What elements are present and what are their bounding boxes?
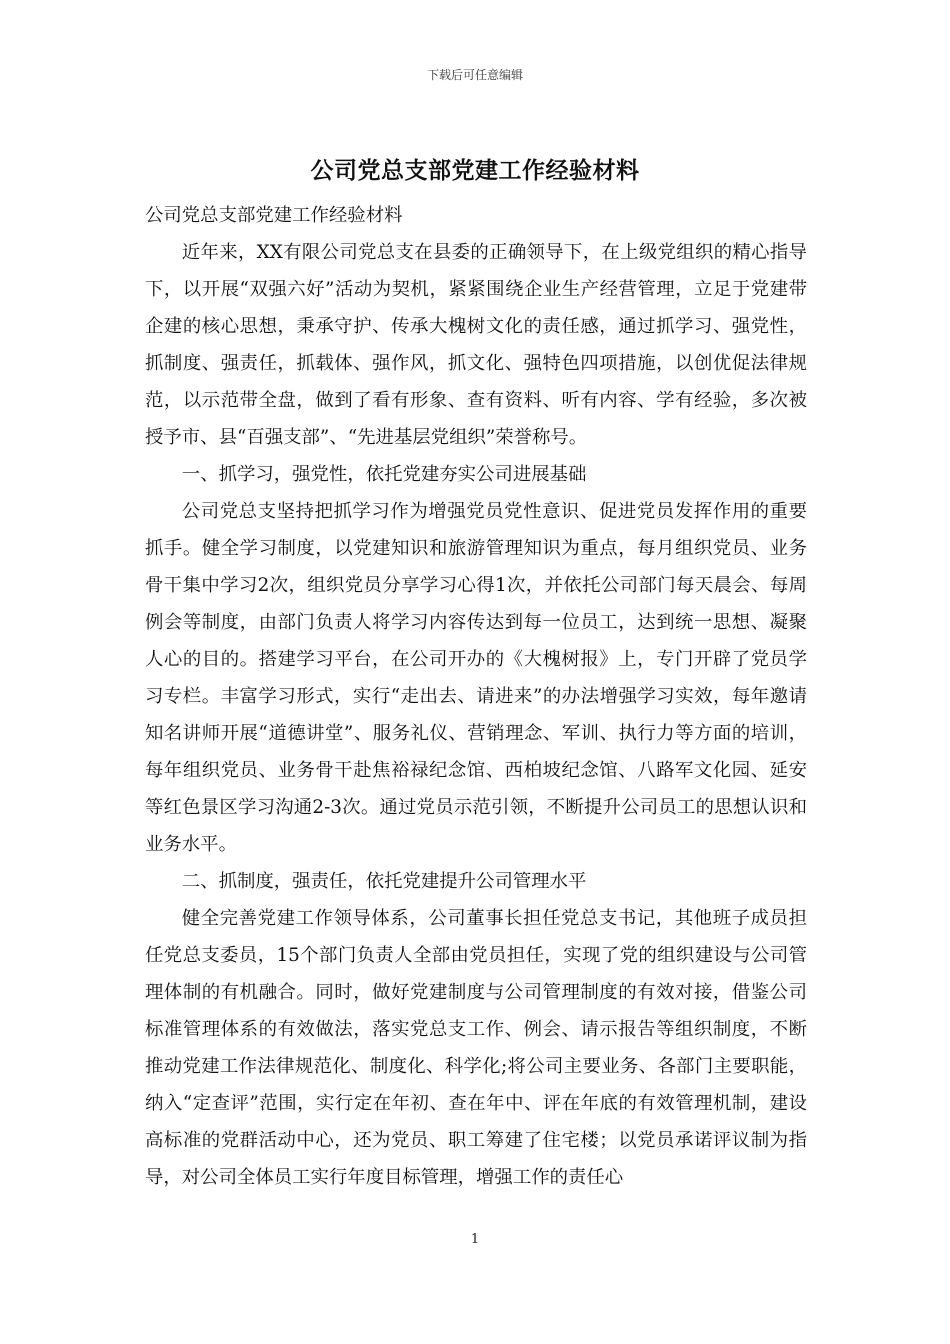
header-note: 下载后可任意编辑 — [426, 68, 523, 82]
paragraph-section-2: 健全完善党建工作领导体系，公司董事长担任党总支书记，其他班子成员担任党总支委员，15个部门负责人全部由党员担任，实现了党的组织建设与公司管理体制的有机融合。同时，做好党建制度与公司管理制度的有效对接，借鉴公司标准管理体系的有效做法，落实党总支工作、例会、请示报告等组织制度，不断推动党建工作法律规范化、制度化、科学化;将公司主要业务、各部门主要职能，纳入“定查评”范围，实行定在年初、查在年中、评在年底的有效管理机制，建设高标准的党群活动中心，还为党员、职工筹建了住宅楼；以党员承诺评议制为指导，对公司全体员工实行年度目标管理，增强工作的责任心 — [145, 908, 807, 1188]
document-body — [145, 197, 807, 1196]
section-heading-2: 二、抓制度，强责任，依托党建提升公司管理水平 — [181, 871, 587, 892]
document-subtitle: 公司党总支部党建工作经验材料 — [145, 205, 403, 226]
paragraph-intro: 近年来，XX有限公司党总支在县委的正确领导下，在上级党组织的精心指导下，以开展“双强六好”活动为契机，紧紧围绕企业生产经营管理，立足于党建带企建的核心思想，秉承守护、传承大槐树文化的责任感，通过抓学习、强党性，抓制度、强责任，抓载体、强作风，抓文化、强特色四项措施，以创优促法律规范，以示范带全盘，做到了看有形象、查有资料、听有内容、学有经验，多次被授予市、县“百强支部”、“先进基层党组织”荣誉称号。 — [145, 242, 807, 448]
section-heading-1: 一、抓学习，强党性，依托党建夯实公司进展基础 — [181, 464, 587, 485]
document-title: 公司党总支部党建工作经验材料 — [310, 157, 640, 184]
page-number: 1 — [470, 1232, 480, 1247]
paragraph-section-1: 公司党总支坚持把抓学习作为增强党员党性意识、促进党员发挥作用的重要抓手。健全学习制度，以党建知识和旅游管理知识为重点，每月组织党员、业务骨干集中学习2次，组织党员分享学习心得1次，并依托公司部门每天晨会、每周例会等制度，由部门负责人将学习内容传达到每一位员工，达到统一思想、凝聚人心的目的。搭建学习平台，在公司开办的《大槐树报》上，专门开辟了党员学习专栏。丰富学习形式，实行“走出去、请进来”的办法增强学习实效，每年邀请知名讲师开展“道德讲堂”、服务礼仪、营销理念、军训、执行力等方面的培训，每年组织党员、业务骨干赴焦裕禄纪念馆、西柏坡纪念馆、八路军文化园、延安等红色景区学习沟通2-3次。通过党员示范引领，不断提升公司员工的思想认识和业务水平。 — [145, 501, 807, 855]
